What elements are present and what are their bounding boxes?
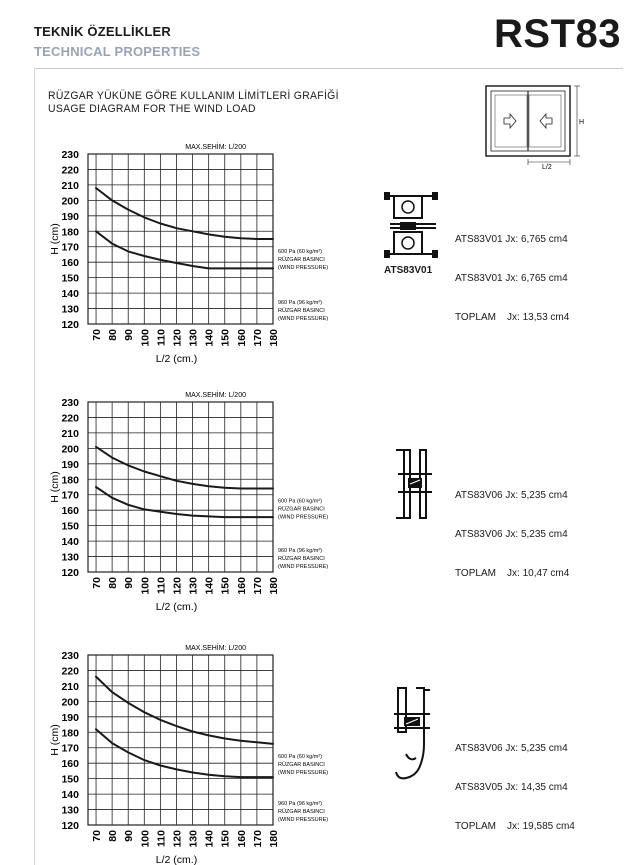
series-line-1 <box>96 677 273 744</box>
x-tick-label: 150 <box>219 830 232 848</box>
y-tick-label: 120 <box>61 567 79 579</box>
x-tick-label: 90 <box>123 830 136 842</box>
x-tick-label: 180 <box>268 329 280 347</box>
wind-load-chart-2 <box>0 388 330 620</box>
y-tick-label: 120 <box>61 820 79 832</box>
series-legend-label: (WIND PRESSURE) <box>278 817 329 823</box>
y-tick-label: 130 <box>61 551 79 564</box>
section-line: ATS83V06 Jx: 5,235 cm4 <box>455 529 568 540</box>
x-tick-label: 170 <box>251 830 264 848</box>
window-height-label: H <box>579 119 585 126</box>
chart-title: MAX.SEHİM: L/200 <box>185 144 246 151</box>
y-tick-label: 190 <box>61 458 79 471</box>
x-tick-label: 80 <box>107 577 120 589</box>
y-tick-label: 230 <box>61 397 79 409</box>
series-legend-label: RÜZGAR BASINCI <box>278 761 325 768</box>
y-tick-label: 150 <box>61 520 79 533</box>
series-line-2 <box>96 487 273 517</box>
series-legend-label: RÜZGAR BASINCI <box>278 506 325 513</box>
series-line-2 <box>96 231 273 268</box>
series-legend-label: (WIND PRESSURE) <box>278 564 329 570</box>
y-tick-label: 140 <box>61 288 79 301</box>
x-tick-label: 130 <box>187 329 200 347</box>
series-legend-label: (WIND PRESSURE) <box>278 265 329 271</box>
series-legend-label: 960 Pa (96 kg/m²) <box>278 300 323 306</box>
series-line-1 <box>96 447 273 489</box>
diagram-subtitle-en: USAGE DIAGRAM FOR THE WIND LOAD <box>48 103 256 115</box>
y-tick-label: 150 <box>61 773 79 786</box>
plot-frame <box>88 402 273 572</box>
section-line: ATS83V05 Jx: 14,35 cm4 <box>455 782 568 793</box>
x-tick-label: 140 <box>203 830 216 848</box>
x-tick-label: 90 <box>123 577 136 589</box>
y-tick-label: 130 <box>61 303 79 316</box>
x-tick-label: 160 <box>235 329 248 347</box>
series-legend-label: 600 Pa (60 kg/m²) <box>278 249 323 255</box>
model-name: RST83 <box>494 12 621 56</box>
section-total: TOPLAM Jx: 13,53 cm4 <box>455 312 570 323</box>
section-line: ATS83V06 Jx: 5,235 cm4 <box>455 490 568 501</box>
y-tick-label: 170 <box>61 742 79 755</box>
y-tick-label: 230 <box>61 149 79 161</box>
section-properties-1 <box>455 207 569 337</box>
x-tick-label: 170 <box>251 329 264 347</box>
y-tick-label: 210 <box>61 427 79 440</box>
profile-label-ats83v01: ATS83V01 <box>384 265 433 276</box>
y-axis-label: H (cm) <box>49 223 61 255</box>
x-tick-label: 140 <box>203 329 216 347</box>
y-tick-label: 220 <box>61 412 79 425</box>
section-line: ATS83V01 Jx: 6,765 cm4 <box>455 273 568 284</box>
profile-section-ats83v06 <box>392 446 436 522</box>
x-tick-label: 130 <box>187 830 200 848</box>
y-tick-label: 170 <box>61 489 79 502</box>
x-tick-label: 120 <box>171 329 184 347</box>
series-legend-label: RÜZGAR BASINCI <box>278 809 325 815</box>
header-divider <box>34 68 623 69</box>
x-tick-label: 180 <box>268 577 280 595</box>
x-tick-label: 170 <box>251 577 264 595</box>
y-tick-label: 130 <box>61 804 79 817</box>
y-tick-label: 220 <box>61 164 79 177</box>
x-tick-label: 100 <box>139 329 152 347</box>
x-axis-label: L/2 (cm.) <box>155 353 198 365</box>
page-title-en: TECHNICAL PROPERTIES <box>34 44 201 59</box>
x-tick-label: 160 <box>235 577 248 595</box>
y-tick-label: 160 <box>61 257 79 270</box>
profile-section-ats83v05 <box>390 684 438 786</box>
x-tick-label: 70 <box>91 830 104 842</box>
y-tick-label: 190 <box>61 711 79 724</box>
y-tick-label: 160 <box>61 505 79 518</box>
y-tick-label: 200 <box>61 443 79 456</box>
chart-title: MAX.SEHİM: L/200 <box>185 645 246 652</box>
wind-load-chart-3 <box>0 641 330 865</box>
series-legend-label: RÜZGAR BASINCI <box>278 308 325 314</box>
x-tick-label: 70 <box>91 329 104 341</box>
x-tick-label: 120 <box>171 577 184 595</box>
diagram-subtitle-tr: RÜZGAR YÜKÜNE GÖRE KULLANIM LİMİTLERİ GRAFİĞİ <box>48 90 339 102</box>
x-axis-label: L/2 (cm.) <box>155 854 198 865</box>
window-width-label: L/2 <box>542 164 552 170</box>
series-legend-label: 960 Pa (96 kg/m²) <box>278 801 323 807</box>
x-tick-label: 100 <box>139 830 152 848</box>
series-legend-label: RÜZGAR BASINCI <box>278 257 325 263</box>
y-tick-label: 140 <box>61 789 79 802</box>
section-line: ATS83V01 Jx: 6,765 cm4 <box>455 234 568 245</box>
y-tick-label: 180 <box>61 226 79 239</box>
section-total: TOPLAM Jx: 19,585 cm4 <box>455 821 575 832</box>
x-tick-label: 70 <box>91 577 104 589</box>
chart-title: MAX.SEHİM: L/200 <box>185 392 246 399</box>
x-axis-label: L/2 (cm.) <box>155 601 198 613</box>
window-elevation-diagram <box>482 84 592 170</box>
series-legend-label: (WIND PRESSURE) <box>278 316 329 322</box>
series-legend-label: 600 Pa (60 kg/m²) <box>278 498 323 505</box>
x-tick-label: 120 <box>171 830 184 848</box>
y-tick-label: 210 <box>61 680 79 693</box>
y-axis-label: H (cm) <box>49 471 61 503</box>
y-tick-label: 150 <box>61 272 79 285</box>
y-tick-label: 230 <box>61 650 79 662</box>
x-tick-label: 150 <box>219 577 232 595</box>
section-properties-2 <box>455 463 569 593</box>
x-tick-label: 110 <box>155 577 168 594</box>
series-line-2 <box>96 729 273 777</box>
series-legend-label: 600 Pa (60 kg/m²) <box>278 753 323 760</box>
x-tick-label: 80 <box>107 830 120 842</box>
series-legend-label: (WIND PRESSURE) <box>278 769 329 776</box>
page-title-tr: TEKNİK ÖZELLİKLER <box>34 24 172 39</box>
series-legend-label: (WIND PRESSURE) <box>278 514 329 521</box>
y-tick-label: 210 <box>61 179 79 192</box>
y-tick-label: 200 <box>61 195 79 208</box>
x-tick-label: 140 <box>203 577 216 595</box>
y-tick-label: 180 <box>61 474 79 487</box>
profile-section-ats83v01 <box>380 188 446 266</box>
x-tick-label: 80 <box>107 329 120 341</box>
y-axis-label: H (cm) <box>49 724 61 756</box>
y-tick-label: 140 <box>61 536 79 549</box>
x-tick-label: 110 <box>155 329 168 346</box>
section-total: TOPLAM Jx: 10,47 cm4 <box>455 568 570 579</box>
plot-frame <box>88 655 273 825</box>
section-properties-3 <box>455 716 575 846</box>
x-tick-label: 160 <box>235 830 248 848</box>
y-tick-label: 120 <box>61 319 79 331</box>
wind-load-chart-1 <box>0 140 330 372</box>
x-tick-label: 110 <box>155 830 168 847</box>
section-line: ATS83V06 Jx: 5,235 cm4 <box>455 743 568 754</box>
y-tick-label: 160 <box>61 758 79 771</box>
series-legend-label: 960 Pa (96 kg/m²) <box>278 548 323 554</box>
x-tick-label: 90 <box>123 329 136 341</box>
x-tick-label: 180 <box>268 830 280 848</box>
y-tick-label: 190 <box>61 210 79 223</box>
series-legend-label: RÜZGAR BASINCI <box>278 556 325 562</box>
x-tick-label: 130 <box>187 577 200 595</box>
x-tick-label: 150 <box>219 329 232 347</box>
y-tick-label: 220 <box>61 665 79 678</box>
y-tick-label: 180 <box>61 727 79 740</box>
y-tick-label: 200 <box>61 696 79 709</box>
y-tick-label: 170 <box>61 241 79 254</box>
x-tick-label: 100 <box>139 577 152 595</box>
